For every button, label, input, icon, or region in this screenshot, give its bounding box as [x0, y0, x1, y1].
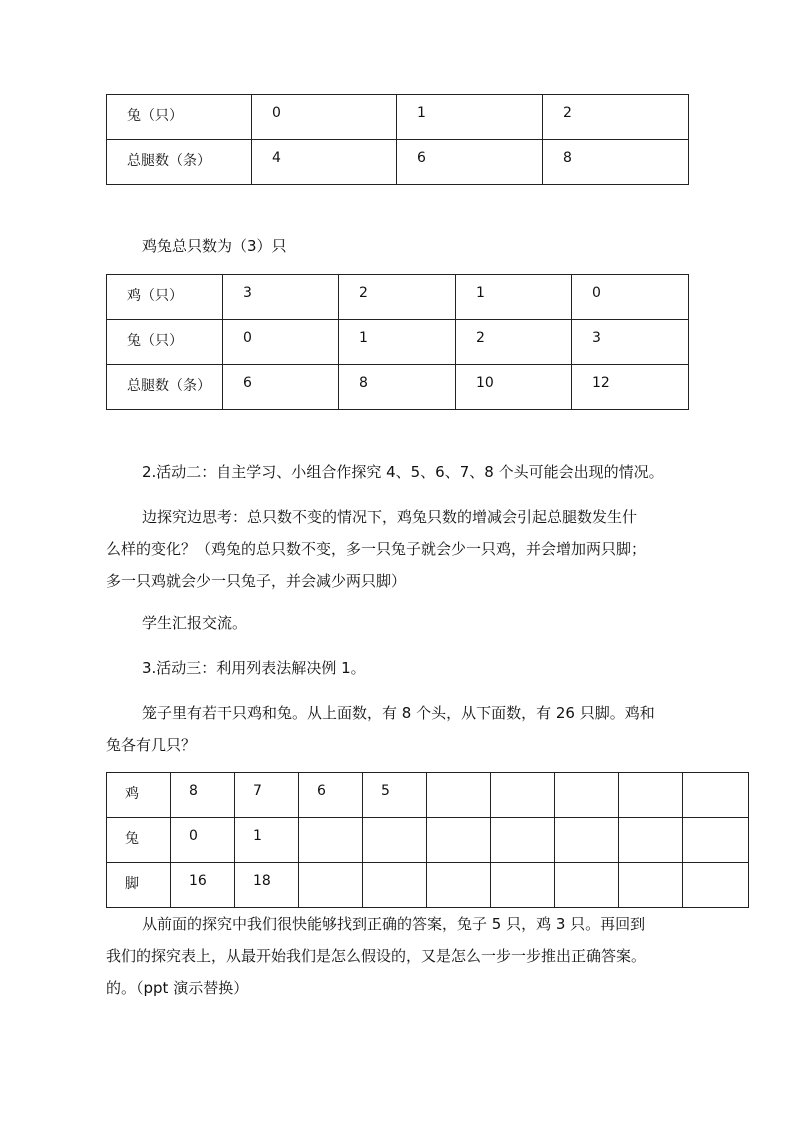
- table-cell: [363, 863, 427, 908]
- table-cell: [683, 863, 749, 908]
- table-cell: 16: [171, 863, 235, 908]
- table-cell: 3: [572, 320, 689, 365]
- table-cell: 10: [456, 365, 572, 410]
- table-row: [107, 95, 689, 140]
- table-cell: 0: [572, 275, 689, 320]
- table-cell: [619, 773, 683, 818]
- table-cell: [363, 818, 427, 863]
- table-cell: 2: [543, 95, 689, 140]
- table-row: [107, 365, 689, 410]
- table-row: [107, 140, 689, 185]
- conclusion-paragraph-line: 的。（ppt 演示替换）: [106, 979, 249, 997]
- example1-list-table: [106, 772, 749, 908]
- table-cell: 脚: [107, 863, 171, 908]
- table-cell: 0: [252, 95, 397, 140]
- table-cell: 1: [397, 95, 543, 140]
- think-paragraph-line: 多一只鸡就会少一只兔子，并会减少两只脚）: [106, 572, 407, 590]
- table-cell: [491, 863, 555, 908]
- table-row: [107, 320, 689, 365]
- table-row: [107, 863, 749, 908]
- table-cell: 6: [397, 140, 543, 185]
- table-cell: 0: [171, 818, 235, 863]
- table-cell: 8: [339, 365, 456, 410]
- table-cell: 2: [456, 320, 572, 365]
- table-cell: [299, 818, 363, 863]
- problem-paragraph-line: 笼子里有若干只鸡和兔。从上面数，有 8 个头，从下面数，有 26 只脚。鸡和: [142, 704, 655, 722]
- table-cell: [683, 818, 749, 863]
- table-cell: 1: [456, 275, 572, 320]
- table-cell: [619, 863, 683, 908]
- table-cell: 2: [339, 275, 456, 320]
- table-cell: 18: [235, 863, 299, 908]
- table-cell: [683, 773, 749, 818]
- table-cell: [299, 863, 363, 908]
- table-cell: [491, 773, 555, 818]
- table-cell: 12: [572, 365, 689, 410]
- table-cell: 6: [223, 365, 339, 410]
- think-paragraph-line: 边探究边思考：总只数不变的情况下，鸡兔只数的增减会引起总腿数发生什: [142, 508, 638, 526]
- activity-two-paragraph: 2.活动二：自主学习、小组合作探究 4、5、6、7、8 个头可能会出现的情况。: [142, 463, 664, 481]
- table-cell: 8: [171, 773, 235, 818]
- table-cell: 鸡（只）: [107, 275, 223, 320]
- table-cell: 4: [252, 140, 397, 185]
- activity-three-paragraph: 3.活动三：利用列表法解决例 1。: [142, 659, 366, 677]
- table-cell: [555, 773, 619, 818]
- table2-caption: 鸡兔总只数为（3）只: [142, 237, 287, 255]
- table-cell: 7: [235, 773, 299, 818]
- table-row: [107, 818, 749, 863]
- table-cell: 兔（只）: [107, 320, 223, 365]
- table-cell: [619, 818, 683, 863]
- table-cell: [427, 863, 491, 908]
- table-cell: 兔（只）: [107, 95, 252, 140]
- table-cell: 1: [235, 818, 299, 863]
- table-cell: 总腿数（条）: [107, 140, 252, 185]
- table-cell: 5: [363, 773, 427, 818]
- table-cell: 8: [543, 140, 689, 185]
- conclusion-paragraph-line: 我们的探究表上，从最开始我们是怎么假设的，又是怎么一步一步推出正确答案。: [106, 947, 647, 965]
- conclusion-paragraph-line: 从前面的探究中我们很快能够找到正确的答案，兔子 5 只，鸡 3 只。再回到: [142, 915, 646, 933]
- table-row: [107, 773, 749, 818]
- table-cell: 兔: [107, 818, 171, 863]
- table-cell: [427, 818, 491, 863]
- think-paragraph-line: 么样的变化？（鸡兔的总只数不变，多一只兔子就会少一只鸡，并会增加两只脚；: [106, 540, 647, 558]
- table-cell: [555, 863, 619, 908]
- table-cell: 0: [223, 320, 339, 365]
- table-cell: 6: [299, 773, 363, 818]
- legs-table-2-heads: [106, 94, 689, 185]
- table-cell: [427, 773, 491, 818]
- legs-table-3-heads: [106, 274, 689, 410]
- problem-paragraph-line: 兔各有几只？: [106, 736, 197, 754]
- table-row: [107, 275, 689, 320]
- table-cell: [555, 818, 619, 863]
- table-cell: 总腿数（条）: [107, 365, 223, 410]
- table-cell: 鸡: [107, 773, 171, 818]
- table-cell: [491, 818, 555, 863]
- table-cell: 1: [339, 320, 456, 365]
- report-paragraph: 学生汇报交流。: [142, 614, 248, 632]
- table-cell: 3: [223, 275, 339, 320]
